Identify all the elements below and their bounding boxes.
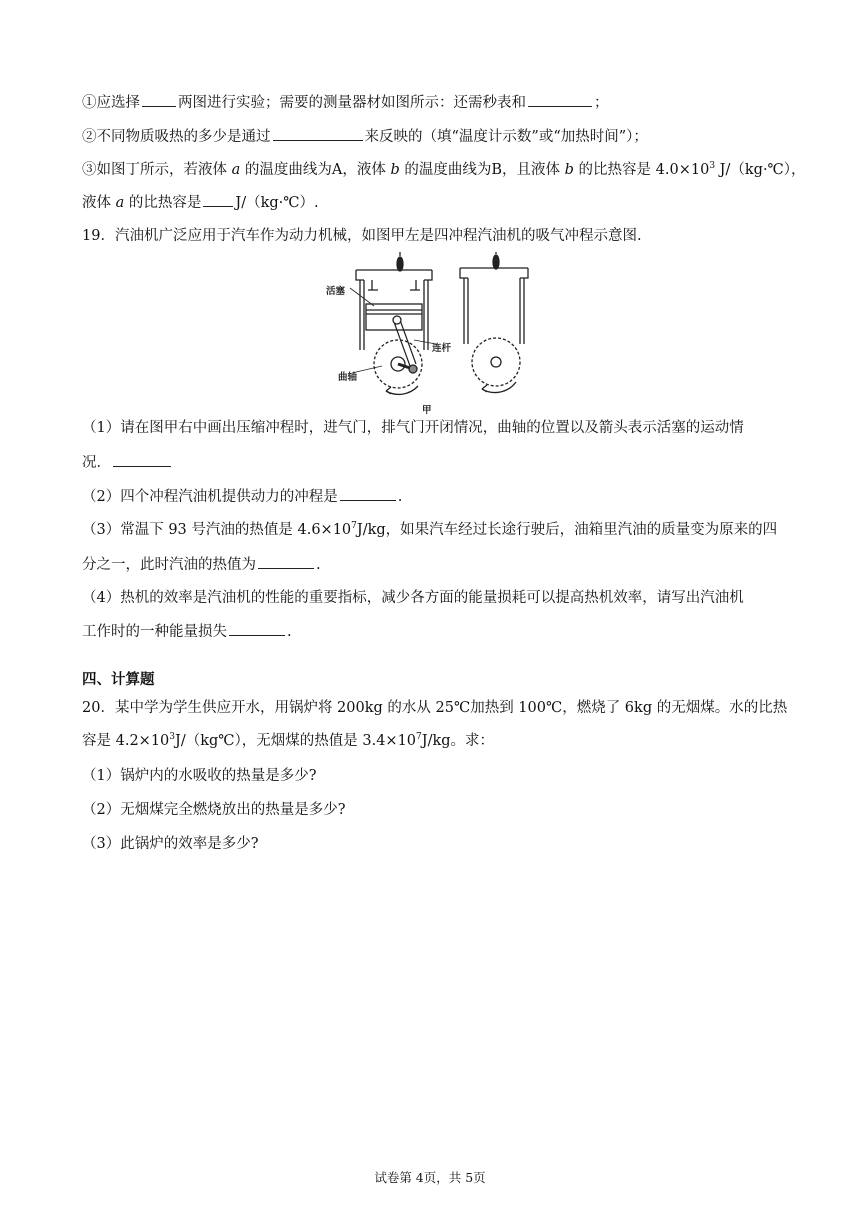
spark-plug-icon — [397, 257, 403, 271]
label-crankshaft: 曲轴 — [338, 372, 358, 383]
crank-circle — [472, 338, 520, 386]
q18-item-2: ②不同物质吸热的多少是通过 来反映的（填“温度计示数”或“加热时间”）； — [82, 126, 648, 147]
q18-item-1: ①应选择 两图进行实验；需要的测量器材如图所示：还需秒表和 ； — [82, 92, 609, 113]
answer-blank — [203, 192, 233, 207]
page-footer: 试卷第 4页，共 5页 — [374, 1170, 486, 1185]
q19-sub-2: （2）四个冲程汽油机提供动力的冲程是 . — [82, 486, 402, 507]
spark-plug-icon — [493, 255, 499, 269]
rotation-arrow-icon — [482, 382, 516, 393]
engine-figure — [320, 252, 560, 417]
q19-sub-3: （3）常温下 93 号汽油的热值是 $4.6\times 10^7J/kg$，如果汽车经过长途行驶后，油箱里汽油的质量变为原来的四 — [82, 521, 778, 538]
q18-item-3: ③如图丁所示，若液体 a 的温度曲线为A，液体 b 的温度曲线为B，且液体 b 的比热容是 $4.0\times 10^3$ J/（kg·℃）， — [82, 161, 806, 178]
q19-sub-4: （4）热机的效率是汽油机的性能的重要指标，减少各方面的能量损耗可以提高热机效率，请写出汽油机 — [82, 590, 744, 606]
q19-stem: 19．汽油机广泛应用于汽车作为动力机械，如图甲左是四冲程汽油机的吸气冲程示意图. — [82, 228, 642, 244]
q18-item-3-cont: 液体 a 的比热容是 J/（kg·℃）. — [82, 192, 319, 213]
q20-sub-3: （3）此锅炉的效率是多少? — [82, 836, 259, 852]
figure-caption: 甲 — [422, 405, 432, 416]
q19-sub-4-cont: 工作时的一种能量损失 . — [82, 621, 292, 642]
q19-sub-1: （1）请在图甲右中画出压缩冲程时，进气门，排气门开闭情况，曲轴的位置以及箭头表示活塞的运动情 — [82, 420, 744, 436]
answer-blank — [273, 126, 363, 141]
q20-sub-2: （2）无烟煤完全燃烧放出的热量是多少? — [82, 802, 346, 818]
answer-blank — [229, 621, 285, 636]
q20-stem-cont: 容是 $4.2\times 10^3J/(kg℃)$，无烟煤的热值是 $3.4\times 10^7J/kg$。求： — [82, 732, 495, 749]
left-engine-diagram — [350, 252, 436, 394]
answer-blank — [528, 92, 592, 107]
answer-blank — [113, 452, 171, 467]
label-connecting-rod: 连杆 — [432, 343, 452, 354]
q20-sub-1: （1）锅炉内的水吸收的热量是多少? — [82, 768, 317, 784]
answer-blank — [340, 486, 396, 501]
right-engine-diagram — [460, 252, 528, 393]
section-heading: 四、计算题 — [82, 672, 155, 688]
answer-blank — [142, 92, 176, 107]
q20-stem: 20．某中学为学生供应开水，用锅炉将 200kg 的水从 25℃加热到 100℃，燃烧了 6kg 的无烟煤。水的比热 — [82, 700, 788, 716]
q19-sub-1-cont: 况． — [82, 452, 173, 473]
label-piston: 活塞 — [326, 286, 346, 297]
q19-sub-3-cont: 分之一，此时汽油的热值为 . — [82, 554, 321, 575]
answer-blank — [258, 554, 314, 569]
